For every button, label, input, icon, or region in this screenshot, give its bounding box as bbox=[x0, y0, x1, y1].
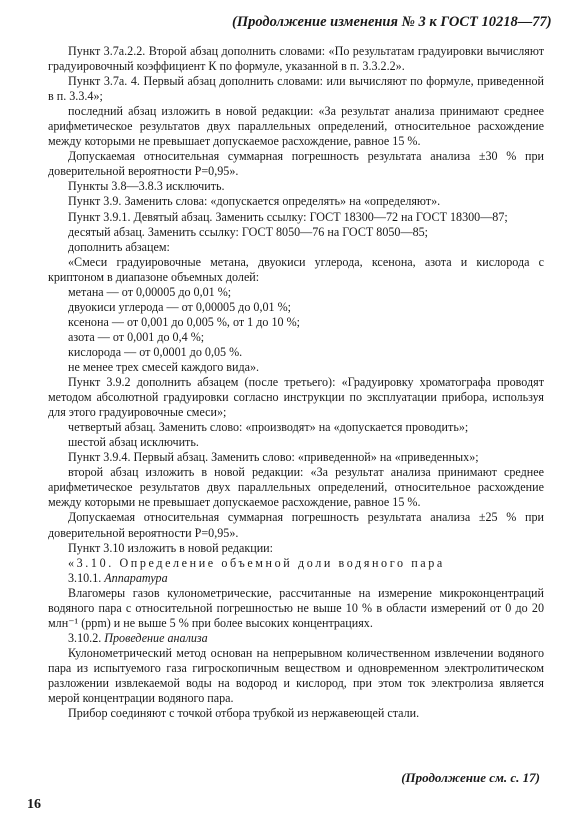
paragraph-hygrometers: Влагомеры газов кулонометрические, рассчитанные на измерение микроконцентраций водяного пара с относительной погрешностью не выше 10 % в области измерений от 0 до 20 млн⁻¹ (ppm) и не выше 5 % при более высоких концентрациях. bbox=[48, 585, 544, 630]
section-heading-3-10: «3.10. Определение объемной доли водяного пара bbox=[68, 555, 445, 570]
paragraph-3-9-4: Пункт 3.9.4. Первый абзац. Заменить слово: «приведенной» на «приведенных»; bbox=[68, 450, 479, 465]
paragraph-3-10: Пункт 3.10 изложить в новой редакции: bbox=[68, 540, 273, 555]
list-item-methane: метана — от 0,00005 до 0,01 %; bbox=[68, 284, 232, 299]
paragraph-device: Прибор соединяют с точкой отбора трубкой из нержавеющей стали. bbox=[68, 706, 420, 721]
paragraph-3-9: Пункт 3.9. Заменить слова: «допускается определять» на «определяют». bbox=[68, 194, 441, 209]
paragraph-error-25: Допускаемая относительная суммарная погрешность результата анализа ±25 % при доверительной вероятности P=0,95». bbox=[48, 510, 544, 540]
continuation-note: (Продолжение см. с. 17) bbox=[401, 770, 540, 785]
paragraph-3-9-2-sixth: шестой абзац исключить. bbox=[68, 435, 199, 450]
paragraph-3-9-4-second: второй абзац изложить в новой редакции: «За результат анализа принимают среднее арифметическое результатов двух параллельных определений, относительное расхождение между которыми не превышает допускаемое расхождение, равное 15 %. bbox=[48, 465, 544, 510]
paragraph-add: дополнить абзацем: bbox=[68, 239, 170, 254]
list-item-nitrogen: азота — от 0,001 до 0,4 %; bbox=[68, 329, 205, 344]
body-text bbox=[48, 44, 544, 721]
paragraph-3-7a-2-2: Пункт 3.7а.2.2. Второй абзац дополнить словами: «По результатам градуировки вычисляют градуировочный коэффициент К по формуле, указанной в п. 3.3.2.2». bbox=[48, 44, 544, 74]
paragraph-3-7a-4-last: последний абзац изложить в новой редакции: «За результат анализа принимают среднее арифметическое результатов двух параллельных определений, относительное расхождение между которыми не превышает допускаемое расхождение, равное 15 %. bbox=[48, 104, 544, 149]
paragraph-mixtures: «Смеси градуировочные метана, двуокиси углерода, ксенона, азота и кислорода с криптоном в диапазоне объемных долей: bbox=[48, 254, 544, 284]
paragraph-3-9-2: Пункт 3.9.2 дополнить абзацем (после третьего): «Градуировку хроматографа проводят методом абсолютной градуировки согласно инструкции по эксплуатации прибора, используя для этого градуировочные смеси»; bbox=[48, 375, 544, 420]
page-header: (Продолжение изменения № 3 к ГОСТ 10218—77) bbox=[232, 14, 552, 30]
list-item-min-mixtures: не менее трех смесей каждого вида». bbox=[68, 359, 260, 374]
paragraph-3-9-2-fourth: четвертый абзац. Заменить слово: «производят» на «допускается проводить»; bbox=[68, 420, 469, 435]
subheading-3-10-1: 3.10.1. Аппаратура bbox=[68, 570, 168, 585]
paragraph-3-7a-4: Пункт 3.7а. 4. Первый абзац дополнить словами: или вычисляют по формуле, приведенной в п. 3.3.4»; bbox=[48, 74, 544, 104]
list-item-oxygen: кислорода — от 0,0001 до 0,05 %. bbox=[68, 344, 243, 359]
page-number: 16 bbox=[27, 797, 41, 812]
subheading-3-10-2: 3.10.2. Проведение анализа bbox=[68, 630, 208, 645]
paragraph-coulometric: Кулонометрический метод основан на непрерывном количественном извлечении водяного пара из испытуемого газа гигроскопичным веществом и одновременном электролитическом разложении извлекаемой воды на водород и кислород, при этом ток электролиза является мерой концентрации водяного пара. bbox=[48, 645, 544, 706]
list-item-co2: двуокиси углерода — от 0,00005 до 0,01 %; bbox=[68, 299, 292, 314]
paragraph-3-9-1-tenth: десятый абзац. Заменить ссылку: ГОСТ 8050—76 на ГОСТ 8050—85; bbox=[68, 224, 429, 239]
list-item-xenon: ксенона — от 0,001 до 0,005 %, от 1 до 10 %; bbox=[68, 314, 301, 329]
paragraph-error-30: Допускаемая относительная суммарная погрешность результата анализа ±30 % при доверительной вероятности P=0,95». bbox=[48, 149, 544, 179]
paragraph-3-8: Пункты 3.8—3.8.3 исключить. bbox=[68, 179, 225, 194]
paragraph-3-9-1: Пункт 3.9.1. Девятый абзац. Заменить ссылку: ГОСТ 18300—72 на ГОСТ 18300—87; bbox=[68, 209, 508, 224]
